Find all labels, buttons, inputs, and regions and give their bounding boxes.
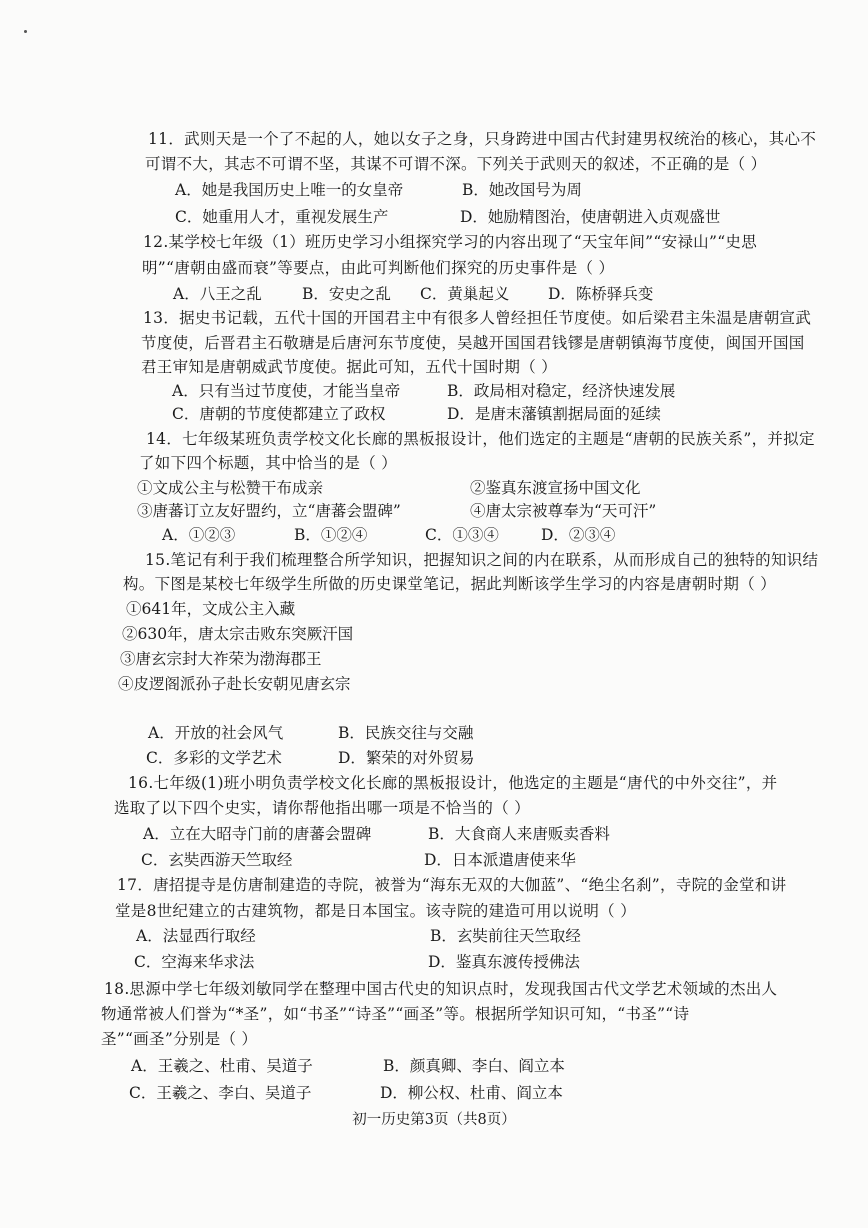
q11-stem-line1: 11．武则天是一个了不起的人，她以女子之身，只身跨进中国古代封建男权统治的核心，其心不: [148, 130, 817, 148]
q13-stem-line2: 节度使，后晋君主石敬瑭是后唐河东节度使，吴越开国国君钱镠是唐朝镇海节度使，闽国开国国: [141, 334, 805, 352]
q14-item-1: ①文成公主与松赞干布成亲: [137, 479, 324, 497]
q12-option-d: D．陈桥驿兵变: [548, 285, 654, 303]
q14-item-2: ②鉴真东渡宣扬中国文化: [470, 479, 641, 497]
q15-note-2: ②630年，唐太宗击败东突厥汗国: [122, 625, 354, 643]
q13-stem-line1: 13．据史书记载，五代十国的开国君主中有很多人曾经担任节度使。如后梁君主朱温是唐朝宣武: [143, 309, 812, 327]
q11-option-c: C．她重用人才，重视发展生产: [175, 208, 389, 226]
q18-option-c: C．王羲之、李白、吴道子: [129, 1084, 312, 1102]
q14-option-d: D．②③④: [541, 526, 616, 544]
q17-option-b: B．玄奘前往天竺取经: [430, 927, 581, 945]
q13-option-d: D．是唐末藩镇割据局面的延续: [447, 405, 661, 423]
q11-option-d: D．她励精图治，使唐朝进入贞观盛世: [460, 208, 721, 226]
q15-note-3: ③唐玄宗封大祚荣为渤海郡王: [120, 650, 322, 668]
q14-option-c: C．①③④: [425, 526, 499, 544]
q15-note-1: ①641年，文成公主入藏: [126, 600, 296, 618]
q16-stem-line2: 选取了以下四个史实，请你帮他指出哪一项是不恰当的（ ）: [114, 799, 531, 817]
q16-option-b: B．大食商人来唐贩卖香料: [428, 825, 610, 843]
q17-option-c: C．空海来华求法: [134, 953, 255, 971]
q15-note-4: ④皮逻阁派孙子赴长安朝见唐玄宗: [118, 675, 351, 693]
q15-option-d: D．繁荣的对外贸易: [338, 749, 475, 767]
q17-stem-line2: 堂是8世纪建立的古建筑物，都是日本国宝。该寺院的建造可用以说明（ ）: [115, 902, 636, 920]
q14-item-4: ④唐太宗被尊奉为“天可汗”: [470, 502, 657, 520]
q15-stem-line1: 15.笔记有利于我们梳理整合所学知识，把握知识之间的内在联系，从而形成自己的独特的知识结: [145, 551, 819, 569]
q13-stem-line3: 君王审知是唐朝威武节度使。据此可知，五代十国时期（ ）: [141, 358, 558, 376]
q11-option-b: B．她改国号为周: [462, 181, 582, 199]
q14-item-3: ③唐蕃订立友好盟约，立“唐蕃会盟碑”: [137, 502, 401, 520]
q14-stem-line2: 了如下四个标题，其中恰当的是（ ）: [139, 454, 398, 472]
q17-stem-line1: 17．唐招提寺是仿唐制建造的寺院，被誉为“海东无双的大伽蓝”、“绝尘名刹”，寺院的金堂和讲: [117, 876, 787, 894]
q12-option-c: C．黄巢起义: [420, 285, 510, 303]
page-footer: 初一历史第3页（共8页）: [352, 1112, 516, 1128]
q18-stem-line3: 圣”“画圣”分别是（ ）: [101, 1030, 258, 1048]
q18-option-d: D．柳公权、杜甫、阎立本: [380, 1084, 563, 1102]
q13-option-b: B．政局相对稳定，经济快速发展: [447, 382, 676, 400]
q16-stem-line1: 16.七年级(1)班小明负责学校文化长廊的黑板报设计，他选定的主题是“唐代的中外交往”，并: [128, 774, 778, 792]
q16-option-d: D．日本派遣唐使来华: [424, 851, 576, 869]
q12-stem-line1: 12.某学校七年级（1）班历史学习小组探究学习的内容出现了“天宝年间”“安禄山”“史思: [143, 233, 758, 251]
q15-option-b: B．民族交往与交融: [338, 724, 474, 742]
q13-option-c: C．唐朝的节度使都建立了政权: [172, 405, 386, 423]
q15-option-c: C．多彩的文学艺术: [146, 749, 282, 767]
q12-option-b: B．安史之乱: [302, 285, 391, 303]
q17-option-d: D．鉴真东渡传授佛法: [428, 953, 580, 971]
q18-option-a: A．王羲之、杜甫、吴道子: [131, 1057, 313, 1075]
q14-option-a: A．①②③: [162, 526, 236, 544]
q12-stem-line2: 明”“唐朝由盛而衰”等要点，由此可判断他们探究的历史事件是（ ）: [142, 259, 615, 277]
q15-stem-line2: 构。下图是某校七年级学生所做的历史课堂笔记，据此判断该学生学习的内容是唐朝时期（ ）: [123, 575, 777, 593]
q11-stem-line2: 可谓不大，其志不可谓不坚，其谋不可谓不深。下列关于武则天的叙述，不正确的是（ ）: [145, 155, 767, 173]
q18-stem-line1: 18.思源中学七年级刘敏同学在整理中国古代史的知识点时，发现我国古代文学艺术领域的杰出人: [104, 980, 778, 998]
q18-option-b: B．颜真卿、李白、阎立本: [383, 1057, 565, 1075]
q18-stem-line2: 物通常被人们誉为“*圣”，如“书圣”“诗圣”“画圣”等。根据所学知识可知，“书圣”“诗: [101, 1005, 690, 1023]
q15-option-a: A．开放的社会风气: [148, 724, 284, 742]
q13-option-a: A．只有当过节度使，才能当皇帝: [172, 382, 401, 400]
q16-option-a: A．立在大昭寺门前的唐蕃会盟碑: [143, 825, 372, 843]
q11-option-a: A．她是我国历史上唯一的女皇帝: [175, 181, 404, 199]
q14-stem-line1: 14．七年级某班负责学校文化长廊的黑板报设计，他们选定的主题是“唐朝的民族关系”，并拟定: [146, 430, 815, 448]
q16-option-c: C．玄奘西游天竺取经: [141, 851, 293, 869]
q17-option-a: A．法显西行取经: [136, 927, 256, 945]
q12-option-a: A．八王之乱: [173, 285, 262, 303]
q14-option-b: B．①②④: [294, 526, 368, 544]
scan-speck: [24, 30, 27, 33]
